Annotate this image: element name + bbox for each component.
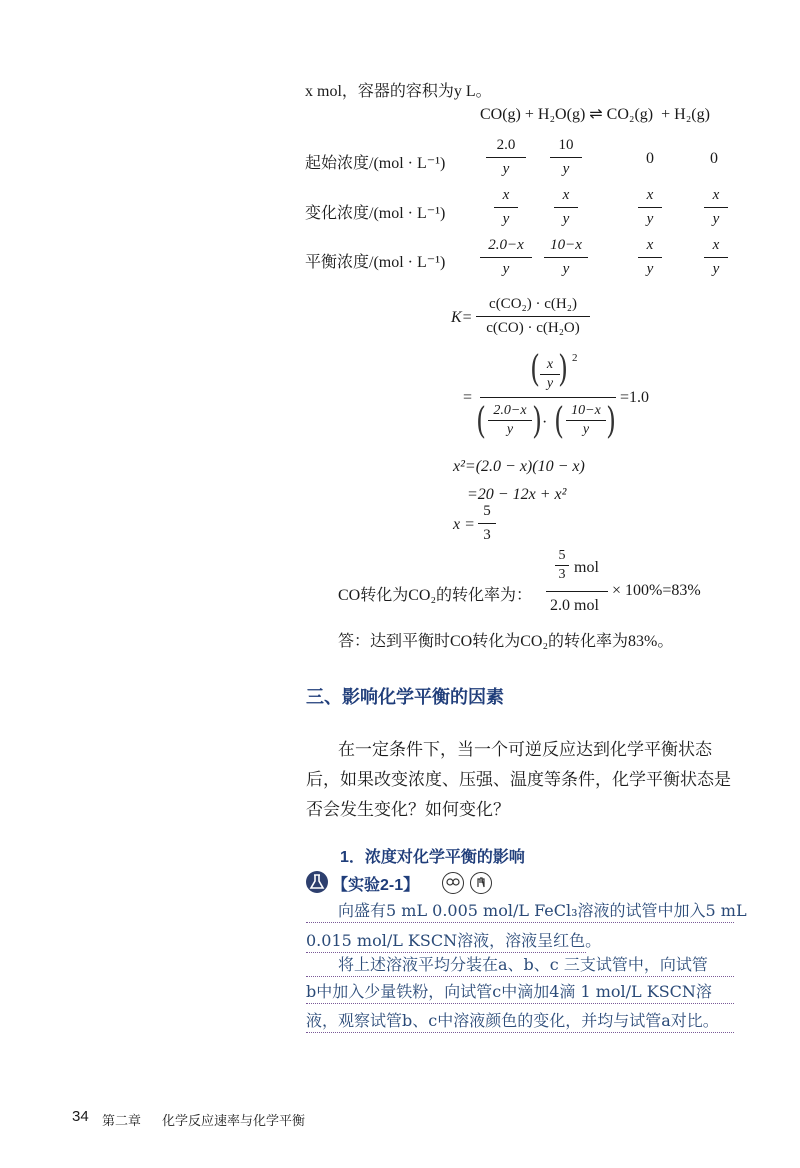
paragraph-line-3: 否会发生变化？如何变化？ (306, 800, 510, 819)
exponent-2: 2 (572, 352, 578, 364)
initial-co2: 0 (646, 150, 654, 167)
experiment-line-4: b中加入少量铁粉，向试管c中滴加4滴 1 mol/L KSCN溶 (306, 982, 712, 1001)
conversion-denominator: 2.0 mol (550, 597, 599, 614)
conversion-fraction-bar (546, 591, 608, 592)
eq-h2o: H₂O(g) (537, 106, 586, 123)
conversion-inner-frac: 5 3 (555, 549, 569, 582)
frac-change-h2o: x y (554, 188, 578, 227)
right-paren-icon: ) (558, 349, 568, 390)
middle-dot: · (542, 414, 548, 431)
initial-h2: 0 (710, 150, 718, 167)
frac-initial-h2o: 10 y (550, 138, 582, 177)
left-paren-icon: ( (530, 349, 540, 390)
answer-line: 答：达到平衡时CO转化为CO₂的转化率为83%。 (338, 633, 674, 650)
solve-line-2: =20 − 12x + x² (467, 486, 567, 503)
underline-3 (306, 976, 734, 977)
experiment-line-1: 向盛有5 mL 0.005 mol/L FeCl₃溶液的试管中加入5 mL (338, 901, 747, 920)
equilibrium-arrow-icon: ⇌ (589, 104, 603, 123)
solve-line-1: x²=(2.0 − x)(10 − x) (453, 458, 585, 475)
right-paren-icon: ) (606, 401, 616, 442)
footer-chapter: 第二章 (102, 1114, 142, 1129)
frac-change-co: x y (494, 188, 518, 227)
section-heading: 三、影响化学平衡的因素 (306, 687, 504, 707)
conversion-num-unit: mol (574, 559, 599, 576)
conversion-tail: × 100%=83% (612, 582, 701, 599)
frac-eq-h2: x y (704, 238, 728, 277)
paragraph-line-1: 在一定条件下，当一个可逆反应达到化学平衡状态 (338, 740, 712, 759)
k-result: =1.0 (620, 389, 650, 406)
frac-eq-h2o: 10−x y (544, 238, 588, 277)
experiment-line-5: 液，观察试管b、c中溶液颜色的变化，并均与试管a对比。 (306, 1011, 719, 1030)
frac-change-h2: x y (704, 188, 728, 227)
row-label-change: 变化浓度/(mol · L⁻¹) (305, 205, 446, 222)
frac-eq-co2: x y (638, 238, 662, 277)
row-label-equilibrium: 平衡浓度/(mol · L⁻¹) (305, 254, 446, 271)
eq-co: CO(g) (480, 106, 521, 123)
eq-plus-2: + (661, 106, 671, 123)
experiment-line-2: 0.015 mol/L KSCN溶液，溶液呈红色。 (306, 931, 602, 950)
frac-initial-co: 2.0 y (486, 138, 526, 177)
k-equals: = (463, 389, 473, 406)
frac-eq-co: 2.0−x y (480, 238, 532, 277)
underline-1 (306, 922, 734, 923)
subheading: 1．浓度对化学平衡的影响 (340, 849, 525, 866)
page-number: 34 (72, 1108, 89, 1125)
x-over-y: x y (540, 358, 560, 391)
denominator-frac-1: 2.0−x y (488, 404, 532, 437)
footer-title: 化学反应速率与化学平衡 (162, 1114, 306, 1129)
left-paren-icon: ( (554, 401, 564, 442)
eq-plus-1: + (524, 106, 534, 123)
glove-icon (470, 872, 492, 894)
underline-4 (306, 1003, 734, 1004)
k-lhs: K= (451, 309, 473, 326)
conversion-label: CO转化为CO₂的转化率为： (338, 587, 533, 604)
experiment-title: 【实验2-1】 (332, 877, 420, 894)
big-fraction-bar (480, 397, 616, 398)
solve-line-3-lhs: x = (453, 516, 475, 533)
underline-5 (306, 1032, 734, 1033)
intro-line: x mol，容器的容积为y L。 (305, 83, 492, 100)
k-fraction: c(CO₂) · c(H₂) c(CO) · c(H₂O) (476, 297, 590, 336)
row-label-initial: 起始浓度/(mol · L⁻¹) (305, 155, 446, 172)
denominator-frac-2: 10−x y (566, 404, 606, 437)
frac-change-co2: x y (638, 188, 662, 227)
left-paren-icon: ( (476, 401, 486, 442)
eq-co2: CO₂(g) (606, 106, 654, 123)
goggles-icon (442, 872, 464, 894)
solve-line-3-frac: 5 3 (478, 504, 496, 543)
paragraph-line-2: 后，如果改变浓度、压强、温度等条件，化学平衡状态是 (306, 770, 731, 789)
chemical-equation (480, 104, 710, 124)
right-paren-icon: ) (532, 401, 542, 442)
eq-h2: H₂(g) (674, 106, 710, 123)
experiment-line-3: 将上述溶液平均分装在a、b、c 三支试管中，向试管 (338, 955, 708, 974)
flask-icon (305, 870, 329, 894)
